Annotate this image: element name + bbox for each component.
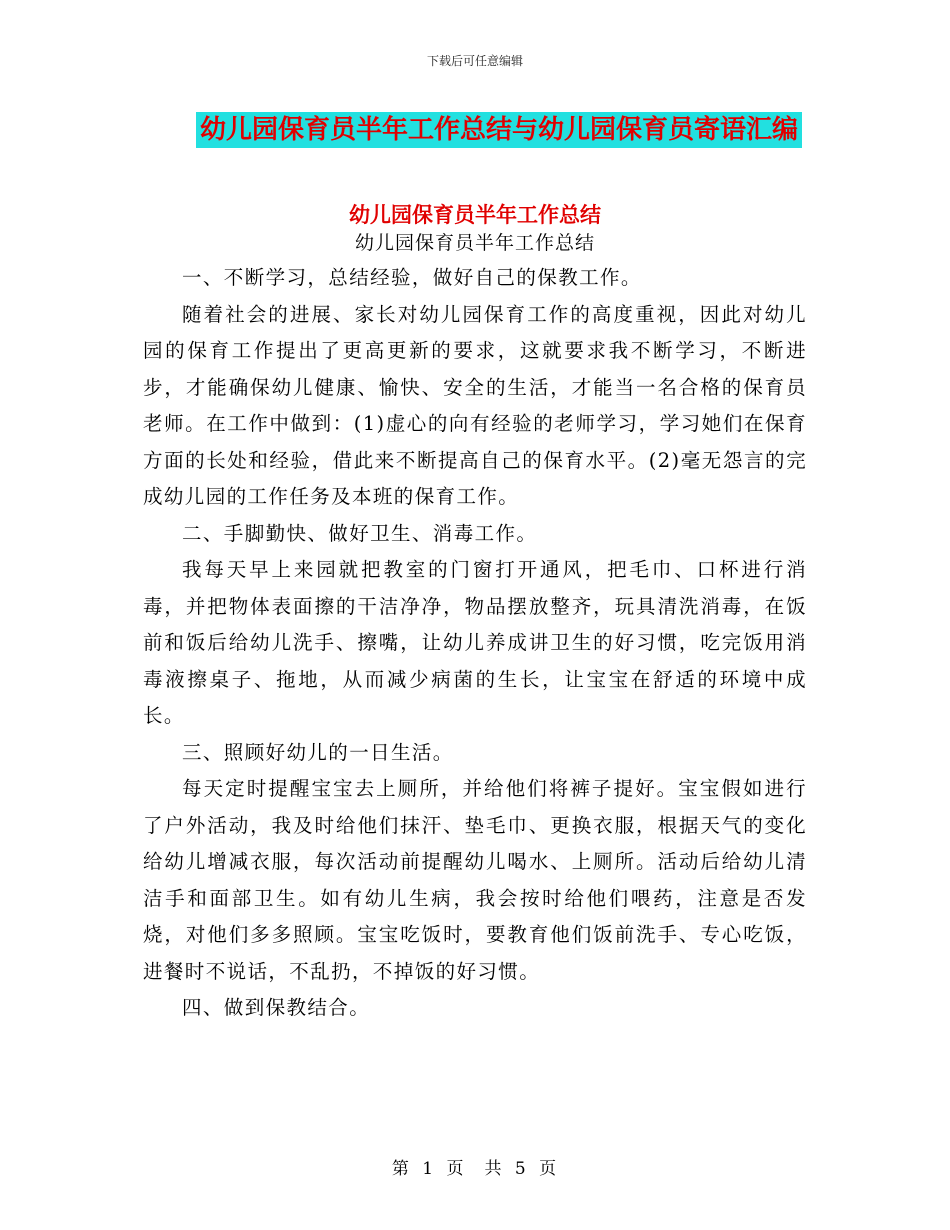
section-title: 幼儿园保育员半年工作总结 [349, 203, 601, 227]
heading-3: 三、照顾好幼儿的一日生活。 [182, 740, 454, 764]
page-footer [0, 1154, 950, 1179]
paragraph-2: 我每天早上来园就把教室的门窗打开通风，把毛巾、口杯进行消毒，并把物体表面擦的干洁净净，物品摆放整齐，玩具清洗消毒，在饭前和饭后给幼儿洗手、擦嘴，让幼儿养成讲卫生的好习惯，吃完饭用消毒液擦桌子、拖地，从而减少病菌的生长，让宝宝在舒适的环境中成长。 [143, 558, 807, 727]
page-number: 1 [422, 1159, 436, 1179]
section-subtitle: 幼儿园保育员半年工作总结 [354, 232, 595, 254]
heading-2: 二、手脚勤快、做好卫生、消毒工作。 [182, 521, 538, 545]
document-body [143, 260, 807, 1027]
page-suffix: 页 [539, 1159, 559, 1179]
heading-1: 一、不断学习，总结经验，做好自己的保教工作。 [182, 266, 642, 289]
document-title: 幼儿园保育员半年工作总结与幼儿园保育员寄语汇编 [196, 112, 802, 148]
page-total: 5 [514, 1159, 528, 1179]
header-note: 下载后可任意编辑 [426, 54, 523, 68]
heading-4: 四、做到保教结合。 [182, 996, 371, 1019]
paragraph-1: 随着社会的进展、家长对幼儿园保育工作的高度重视，因此对幼儿园的保育工作提出了更高更新的要求，这就要求我不断学习，不断进步，才能确保幼儿健康、愉快、安全的生活，才能当一名合格的保育员老师。在工作中做到：(1)虚心的向有经验的老师学习，学习她们在保育方面的长处和经验，借此来不断提高自己的保育水平。(2)毫无怨言的完成幼儿园的工作任务及本班的保育工作。 [143, 302, 807, 508]
paragraph-3: 每天定时提醒宝宝去上厕所，并给他们将裤子提好。宝宝假如进行了户外活动，我及时给他们抹汗、垫毛巾、更换衣服，根据天气的变化给幼儿增减衣服，每次活动前提醒幼儿喝水、上厕所。活动后给幼儿清洁手和面部卫生。如有幼儿生病，我会按时给他们喂药，注意是否发烧，对他们多多照顾。宝宝吃饭时，要教育他们饭前洗手、专心吃饭，进餐时不说话，不乱扔，不掉饭的好习惯。 [143, 777, 807, 983]
page-mid: 页 共 [446, 1159, 504, 1179]
page-prefix: 第 [391, 1159, 411, 1179]
